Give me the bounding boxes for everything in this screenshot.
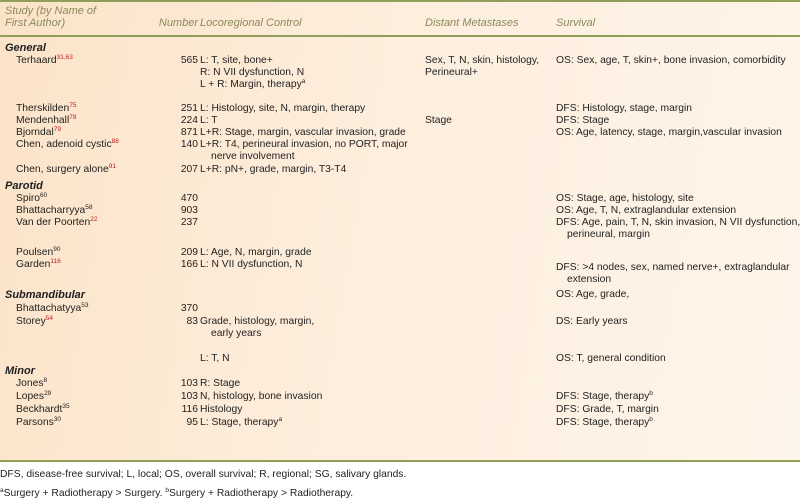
study-text: Storey [16,316,46,327]
locoregional-value: L: N VII dysfunction, N [200,259,303,270]
reference-number: 91 [108,163,116,170]
distant-value: Perineural+ [425,67,478,78]
study-name [5,139,119,151]
number-value: 565 [180,55,198,66]
table-row [0,417,800,429]
footnote-abbreviations: DFS, disease-free survival; L, local; OS, overall survival; R, regional; SG, salivary glands. [0,469,407,480]
col-header-study-line2: First Author) [5,17,66,29]
locoregional-value: R: N VII dysfunction, N [200,67,305,78]
study-name [5,164,116,176]
table-row-cont [0,328,800,340]
locoregional-value: nerve involvement [211,151,295,162]
study-name [5,115,76,127]
col-header-study: Study (by Name of [5,5,97,17]
reference-number: 53 [81,302,89,309]
reference-number: 22 [90,216,98,223]
study-name [5,205,93,217]
reference-number: 60 [40,192,48,199]
table-row [0,217,800,229]
survival-value: DFS: Stage [556,115,610,126]
table-row [0,259,800,271]
number-value: 251 [180,103,198,114]
section-label: General [5,42,46,54]
number-value: 140 [180,139,198,150]
section-submandibular [0,289,800,301]
locoregional-value [200,417,282,429]
survival-value: DFS: Age, pain, T, N, skin invasion, N VII dysfunction, [556,217,800,228]
survival-text: DFS: Stage, therapy [556,417,650,428]
study-name [5,303,89,315]
footnote-mark: b [165,487,170,494]
number-value: 903 [180,205,198,216]
survival-value: DFS: Grade, T, margin [556,404,659,415]
reference-number: 90 [53,246,61,253]
study-text: Jones [16,378,44,389]
number-value: 95 [186,417,198,428]
number-value: 209 [180,247,198,258]
locoregional-value: L: T, site, bone+ [200,55,273,66]
survival-value: OS: Age, grade, [556,289,630,300]
survival-value: OS: Sex, age, T, skin+, bone invasion, comorbidity [556,55,786,66]
table-row [0,139,800,151]
study-name [5,55,73,67]
study-text: Garden [16,259,51,270]
col-header-locoregional: Locoregional Control [200,17,302,29]
locoregional-value: L+R: T4, perineural invasion, no PORT, major [200,139,408,150]
study-text: Therskilden [16,103,70,114]
table-row [0,404,800,416]
locoregional-value: L+R: pN+, grade, margin, T3-T4 [200,164,347,175]
section-label: Minor [5,365,35,377]
footnote-mark: b [649,390,653,397]
reference-number: 88 [111,138,119,145]
table-row [0,247,800,259]
survival-value: OS: Age, T, N, extraglandular extension [556,205,737,216]
study-name [5,127,61,139]
survival-value: DS: Early years [556,316,628,327]
reference-number: 78 [69,114,77,121]
loco-text: L: Stage, therapy [200,417,279,428]
footnote-mark: a [0,487,4,494]
survival-value: perineural, margin [567,229,650,240]
table-row [0,316,800,328]
number-value: 207 [180,164,198,175]
study-name [5,103,76,115]
survival-value: OS: Stage, age, histology, site [556,193,694,204]
study-name [5,391,51,403]
number-value: 103 [180,391,198,402]
section-minor [0,365,800,377]
section-parotid [0,180,800,192]
study-text: Parsons [16,417,54,428]
footnote-mark: a [301,78,306,85]
study-text: Terhaard [16,55,57,66]
footnote-mark: b [649,416,653,423]
footnote-text: Surgery + Radiotherapy > Surgery. [3,488,166,499]
table-row [0,378,800,390]
table-row [0,103,800,115]
distant-value: Stage [425,115,452,126]
reference-number: 75 [69,102,77,109]
study-text: Chen, adenoid cystic [16,139,112,150]
section-label: Parotid [5,180,43,192]
survival-value: DFS: >4 nodes, sex, named nerve+, extraglandular [556,262,790,273]
locoregional-value: Histology [200,404,243,415]
locoregional-value: Grade, histology, margin, [200,316,315,327]
study-name [5,193,47,205]
survival-value [556,391,653,403]
study-text: Bhattachatyya [16,303,82,314]
number-value: 116 [181,404,198,415]
section-label: Submandibular [5,289,86,301]
reference-number: 116 [50,258,61,265]
table-row [0,353,800,365]
study-name [5,404,70,416]
col-header-survival: Survival [556,17,596,29]
table-row [0,303,800,315]
reference-number: 30 [53,416,62,423]
locoregional-value: early years [211,328,262,339]
number-value: 224 [180,115,198,126]
table-row-cont [0,151,800,163]
footnote-therapy [0,487,353,500]
study-text: Poulsen [16,247,54,258]
table-row [0,55,800,67]
study-name [5,417,61,429]
col-header-number: Number [158,17,198,29]
table-row-cont [0,67,800,79]
table-row-cont [0,274,800,286]
table-row [0,164,800,176]
study-name [5,378,47,390]
study-text: Spiro [16,193,41,204]
locoregional-value: N, histology, bone invasion [200,391,323,402]
study-name [5,259,61,271]
locoregional-value: R: Stage [200,378,241,389]
locoregional-value: L: Histology, site, N, margin, therapy [200,103,366,114]
study-text: Beckhardt [16,404,63,415]
reference-number: 35 [62,403,70,410]
locoregional-value: L: T [200,115,218,126]
number-value: 871 [180,127,198,138]
survival-value: OS: T, general condition [556,353,666,364]
table-row [0,127,800,139]
reference-number: 79 [53,126,62,133]
locoregional-value: L: T, N [200,353,230,364]
table-row-cont [0,229,800,241]
table-row [0,391,800,403]
number-value: 237 [180,217,198,228]
number-value: 103 [180,378,198,389]
study-text: Chen, surgery alone [16,164,109,175]
table-row [0,193,800,205]
col-header-distant: Distant Metastases [425,17,519,29]
number-value: 166 [180,259,198,270]
study-name [5,316,53,328]
reference-number: 29 [44,390,52,397]
number-value: 83 [186,316,198,327]
number-value: 370 [180,303,198,314]
footnote-text: Surgery + Radiotherapy > Radiotherapy. [169,488,354,499]
distant-value: Sex, T, N, skin, histology, [425,55,540,66]
survival-value: DFS: Histology, stage, margin [556,103,693,114]
locoregional-value [200,79,305,91]
table-bottom-rule [0,460,800,462]
study-text: Mendenhall [16,115,70,126]
study-text: Bjorndal [16,127,54,138]
number-value: 470 [180,193,198,204]
survival-value: extension [567,274,612,285]
survival-value: OS: Age, latency, stage, margin,vascular invasion [556,127,782,138]
survival-value [556,417,653,429]
survival-text: DFS: Stage, therapy [556,391,650,402]
study-name [5,217,97,229]
table-row [0,205,800,217]
table-row-cont [0,79,800,91]
study-text: Bhattacharryya [16,205,86,216]
section-general [0,42,800,54]
study-text: Van der Poorten [16,217,91,228]
footnote-mark: a [278,416,283,423]
table-row [0,115,800,127]
table-top-rule [0,0,800,2]
reference-number: 8 [43,377,48,384]
reference-number: 58 [85,204,93,211]
loco-text: L + R: Margin, therapy [200,79,302,90]
locoregional-value: L: Age, N, margin, grade [200,247,312,258]
table-header-line2 [0,17,800,29]
study-text: Lopes [16,391,45,402]
locoregional-value: L+R: Stage, margin, vascular invasion, grade [200,127,406,138]
reference-number: 54 [45,315,53,322]
reference-number: 31,63 [56,54,73,61]
table-header-rule [0,35,800,37]
